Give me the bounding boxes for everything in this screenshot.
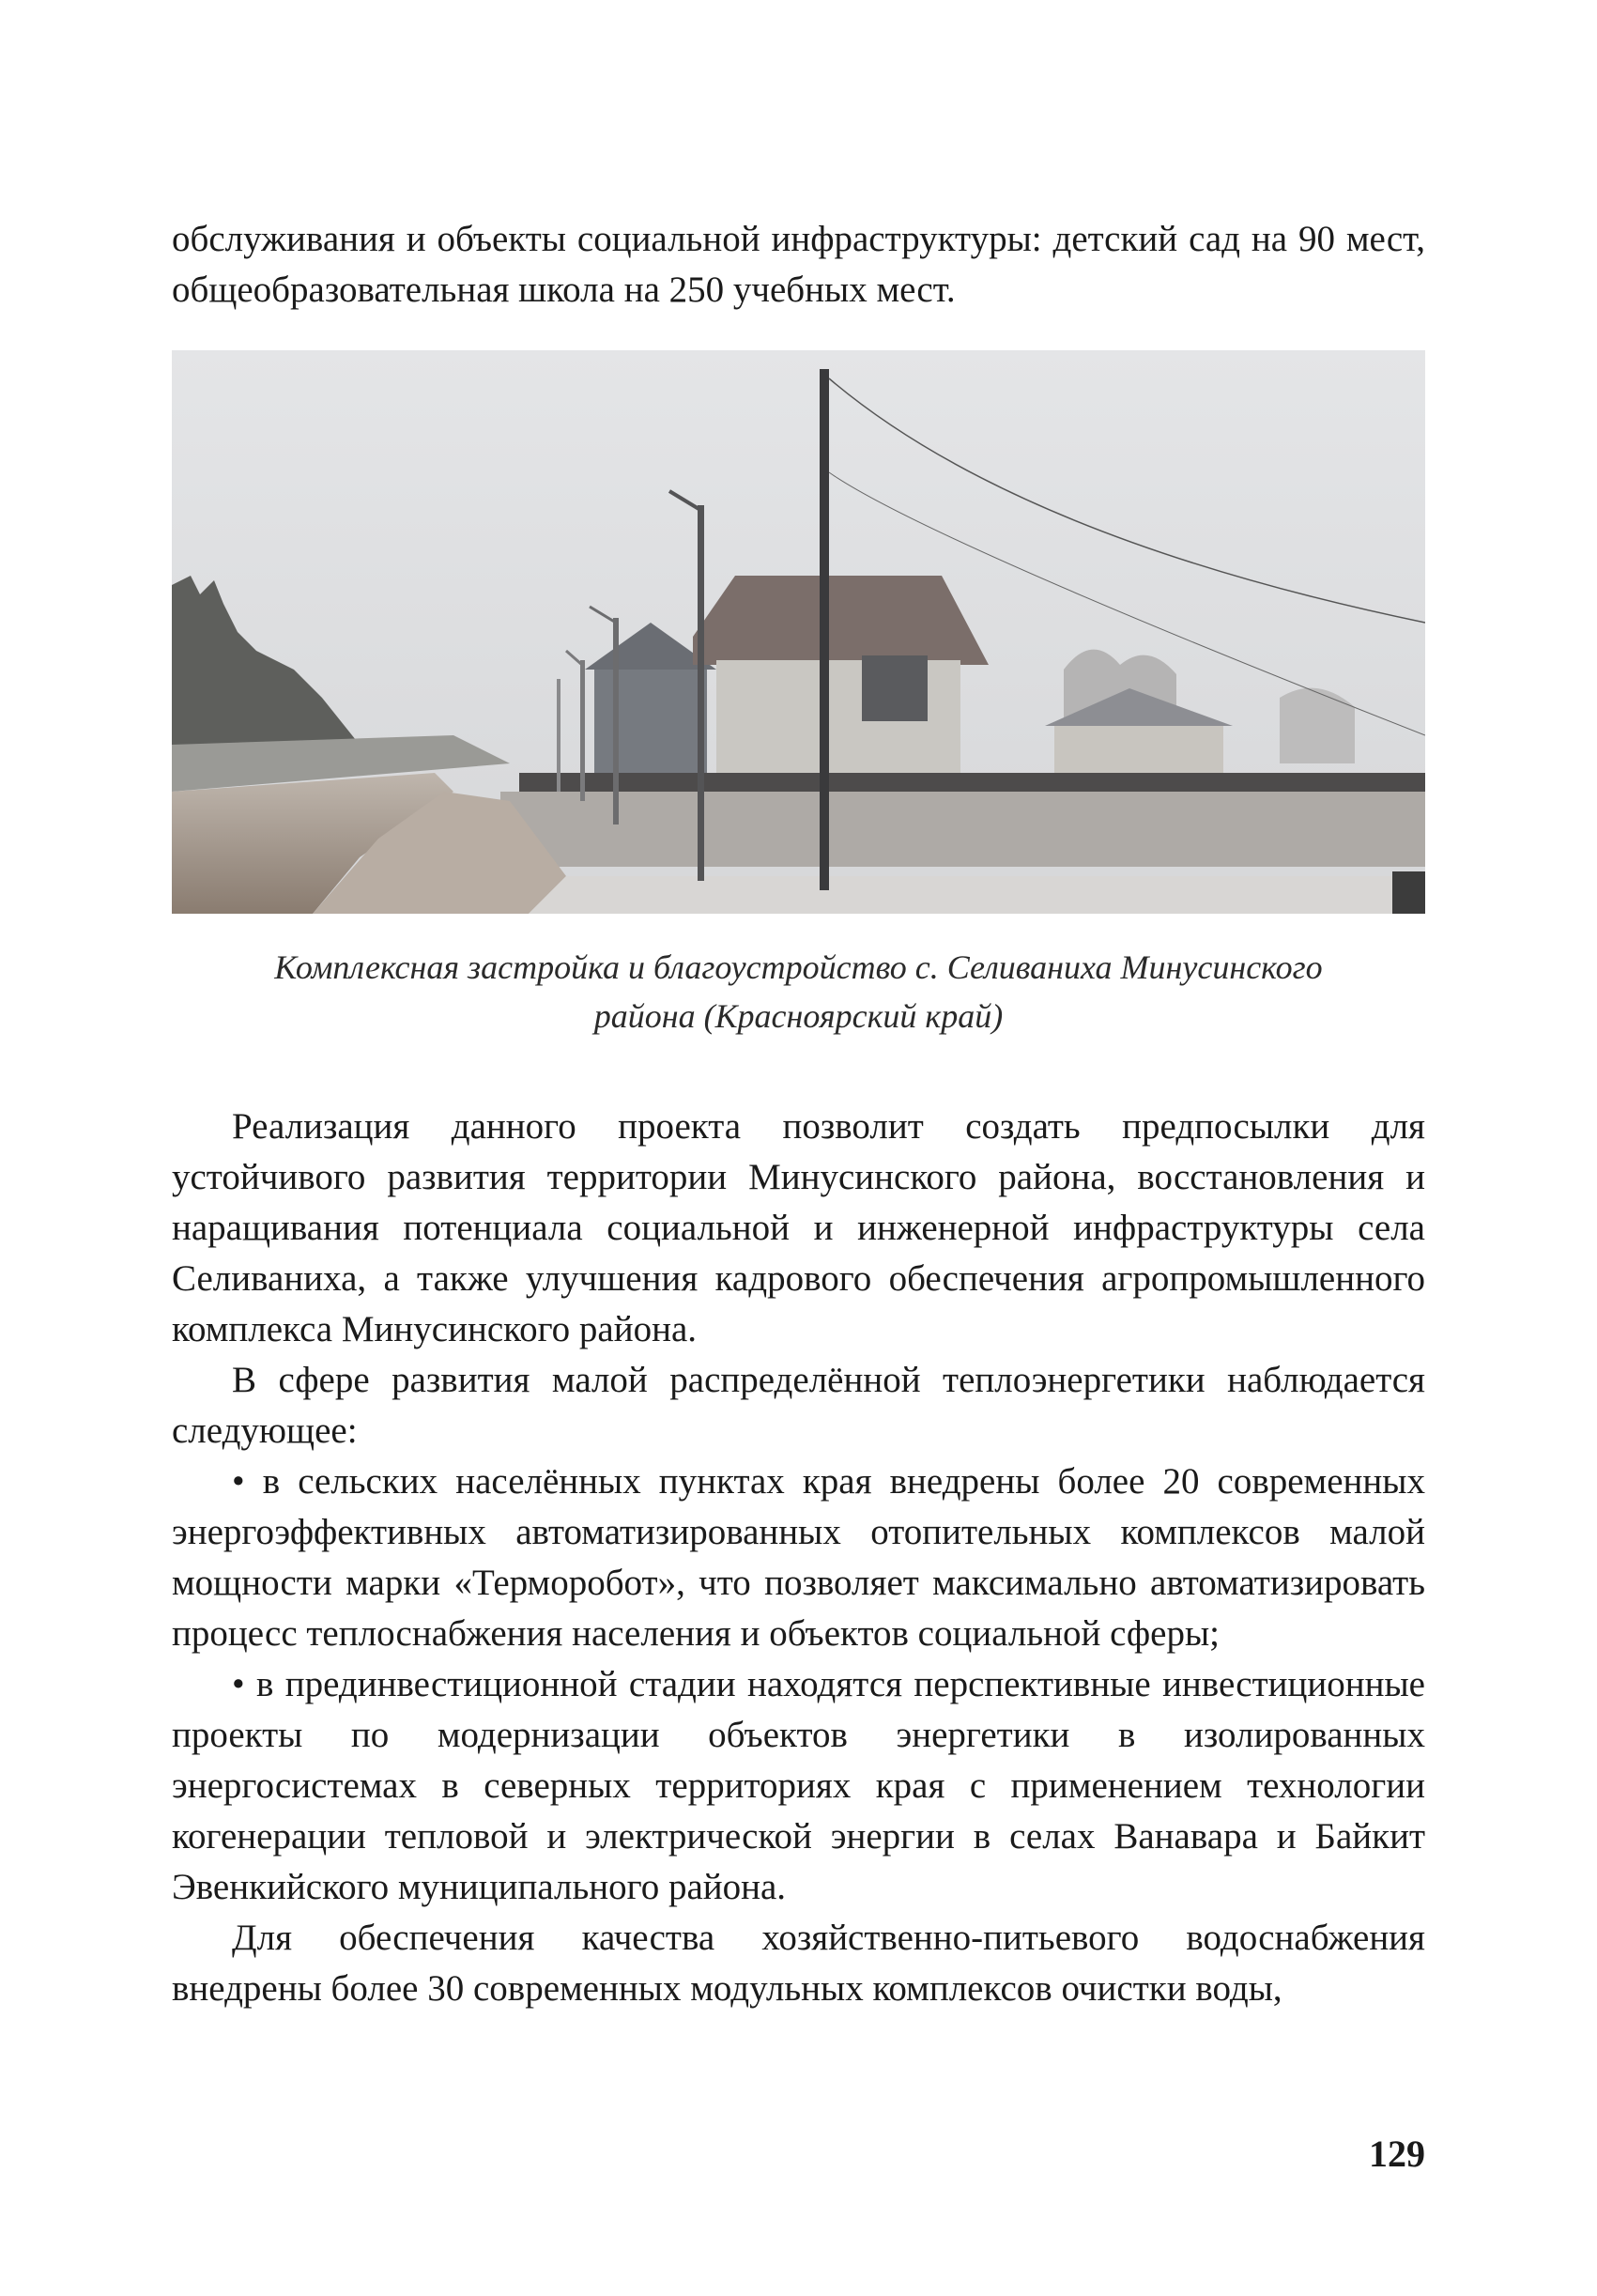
village-photo [172,350,1425,914]
caption-line-1: Комплексная застройка и благоустройство с. Селиваниха Минусинского [274,948,1323,986]
paragraph: Для обеспечения качества хозяйственно-питьевого водоснабжения внедрены более 30 современных модульных комплексов очистки воды, [172,1918,1425,2009]
page-number: 129 [1369,2133,1425,2175]
caption-line-2: района (Красноярский край) [593,997,1004,1035]
village-photo-image [172,350,1425,914]
body-text [172,1102,1425,2014]
photo-caption [172,943,1425,1040]
bullet-item: • в прединвестиционной стадии находятся перспективные инвестиционные проекты по модернизации объектов энергетики в изолированных энергосистемах в северных территориях края с применением технологии когенерации тепловой и электрической энергии в селах Ванавара и Байкит Эвенкийского муниципального района. [172,1664,1425,1907]
paragraph: Реализация данного проекта позволит создать предпосылки для устойчивого развития территории Минусинского района, восстановления и наращивания потенциала социальной и инженерной инфраструктуры села Селиваниха, а также улучшения кадрового обеспечения агропромышленного комплекса Минусинского района. [172,1106,1425,1349]
bullet-item: • в сельских населённых пунктах края внедрены более 20 современных энергоэффективных автоматизированных отопительных комплексов малой мощности марки «Терморобот», что позволяет максимально автоматизировать процесс теплоснабжения населения и объектов социальной сферы; [172,1461,1425,1654]
paragraph: В сфере развития малой распределённой теплоэнергетики наблюдается следующее: [172,1360,1425,1451]
intro-paragraph: обслуживания и объекты социальной инфраструктуры: детский сад на 90 мест, общеобразовательная школа на 250 учебных мест. [172,219,1425,310]
